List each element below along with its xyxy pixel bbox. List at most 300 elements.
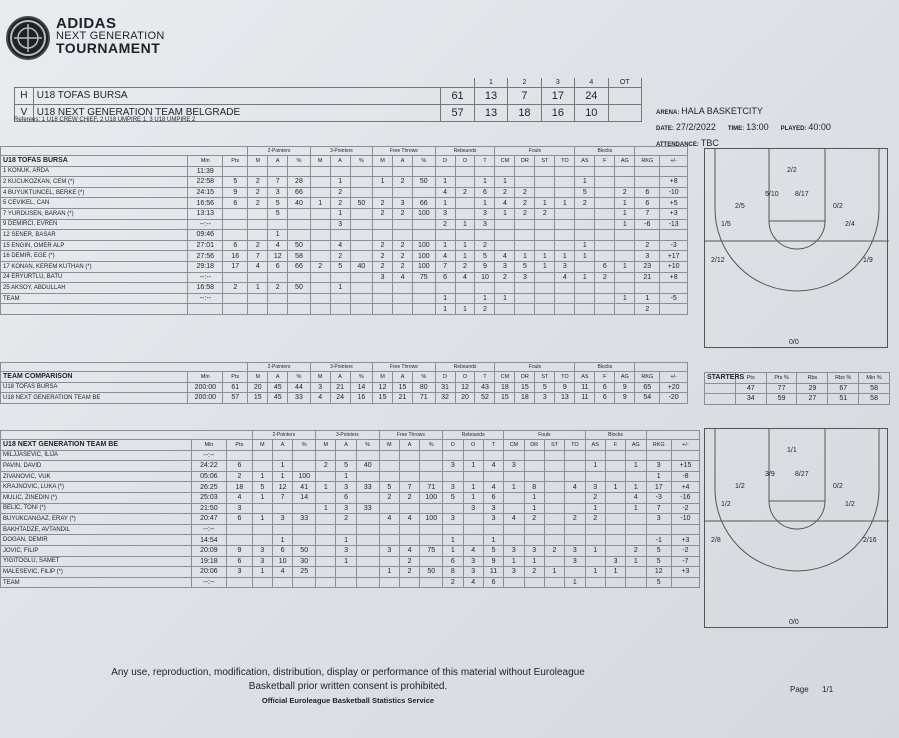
stat-cell: 12 xyxy=(272,482,292,493)
stat-cell xyxy=(373,187,393,198)
referees: Referees: 1 U18 CREW CHIEF, 2 U18 UMPIRE 1, 3 U18 UMPIRE 2 xyxy=(14,117,196,123)
stat-cell xyxy=(420,503,443,514)
stat-cell xyxy=(535,187,555,198)
stat-cell: 2 xyxy=(544,545,564,556)
stat-cell xyxy=(420,461,443,472)
stat-cell: 34 xyxy=(735,394,766,405)
column-group-label: Free Throws xyxy=(379,431,443,440)
player-row xyxy=(1,461,700,472)
stat-cell: 21 xyxy=(635,272,660,283)
stat-cell xyxy=(565,524,585,535)
stat-cell: -1 xyxy=(646,535,671,546)
player-row xyxy=(1,503,700,514)
date-value: 27/2/2022 xyxy=(675,122,716,132)
stat-cell: 1 xyxy=(336,535,356,546)
column-header: M xyxy=(373,372,393,383)
stat-cell xyxy=(356,556,379,567)
stat-cell xyxy=(420,450,443,461)
court-line xyxy=(715,149,879,291)
stat-cell xyxy=(443,450,463,461)
stat-cell xyxy=(310,304,330,315)
stat-cell: 1 xyxy=(495,177,515,188)
stat-cell xyxy=(373,166,393,177)
group-spacer xyxy=(635,363,688,372)
stat-cell: --:-- xyxy=(191,524,227,535)
stat-cell: 1 xyxy=(646,471,671,482)
column-header: M xyxy=(310,372,330,383)
stat-cell: 24:15 xyxy=(188,187,223,198)
stat-cell xyxy=(413,293,436,304)
stat-cell xyxy=(646,450,671,461)
stat-cell: 2 xyxy=(585,492,605,503)
shot-zone-value: 0/2 xyxy=(833,203,843,210)
stat-cell: 100 xyxy=(413,208,436,219)
stat-cell: 100 xyxy=(413,261,436,272)
stat-cell: 5 xyxy=(268,198,288,209)
player-row xyxy=(1,251,688,262)
stat-cell xyxy=(535,166,555,177)
away-q3: 16 xyxy=(541,104,574,121)
group-spacer xyxy=(635,147,688,156)
stat-cell: 2 xyxy=(435,219,455,230)
player-name: PAVIN, DAVID xyxy=(1,461,192,472)
stat-cell: 3 xyxy=(504,461,524,472)
stat-cell xyxy=(293,577,316,588)
stat-cell xyxy=(227,535,252,546)
stat-cell: 9 xyxy=(223,187,248,198)
column-header: O xyxy=(455,156,475,167)
stat-cell xyxy=(420,535,443,546)
stat-cell xyxy=(605,524,625,535)
stat-cell xyxy=(524,577,544,588)
player-name: ZIVANOVIC, VUK xyxy=(1,471,192,482)
stat-cell: 2 xyxy=(227,471,252,482)
stat-cell xyxy=(379,503,399,514)
stat-cell xyxy=(252,503,272,514)
stat-cell xyxy=(575,230,595,241)
stat-cell: 2 xyxy=(393,240,413,251)
stat-cell xyxy=(535,230,555,241)
stat-cell: +10 xyxy=(660,261,688,272)
stat-cell: 3 xyxy=(336,482,356,493)
stat-cell xyxy=(626,535,646,546)
stat-cell: 2 xyxy=(373,208,393,219)
player-row xyxy=(1,471,700,482)
stat-cell xyxy=(635,177,660,188)
stat-cell: 2 xyxy=(248,198,268,209)
stat-cell: 100 xyxy=(413,251,436,262)
stat-cell: 2 xyxy=(455,187,475,198)
stat-cell xyxy=(379,524,399,535)
stat-cell: 4 xyxy=(227,492,252,503)
stat-cell: 3 xyxy=(336,545,356,556)
stat-cell xyxy=(356,524,379,535)
stat-cell: 4 xyxy=(399,545,419,556)
shot-zone-value: 1/2 xyxy=(845,501,855,508)
stat-cell: 6 xyxy=(268,261,288,272)
stat-cell: 27:01 xyxy=(188,240,223,251)
stat-cell: 2 xyxy=(475,240,495,251)
stat-cell: 1 xyxy=(575,272,595,283)
stat-cell: 5 xyxy=(336,461,356,472)
stat-cell xyxy=(575,208,595,219)
stat-cell xyxy=(316,567,336,578)
stat-cell: 2 xyxy=(595,272,615,283)
stat-cell: 9 xyxy=(483,556,503,567)
stat-cell: +3 xyxy=(671,567,699,578)
stat-cell: 4 xyxy=(483,461,503,472)
stat-cell xyxy=(515,283,535,294)
stat-cell: 33 xyxy=(356,482,379,493)
stat-cell xyxy=(504,577,524,588)
column-header: ST xyxy=(535,156,555,167)
stat-cell: 3 xyxy=(483,514,503,525)
stat-cell xyxy=(605,471,625,482)
stat-cell xyxy=(288,304,310,315)
stat-cell: 2 xyxy=(515,198,535,209)
played-label: PLAYED: xyxy=(780,126,807,132)
stat-cell xyxy=(443,524,463,535)
stat-cell: 52 xyxy=(475,393,495,404)
player-row xyxy=(1,304,688,315)
stat-cell xyxy=(615,283,635,294)
column-header: M xyxy=(252,440,272,451)
stat-cell xyxy=(463,450,483,461)
stat-cell: 14 xyxy=(350,382,372,393)
stat-cell: 7 xyxy=(268,177,288,188)
stat-cell xyxy=(373,230,393,241)
stat-cell: 2 xyxy=(635,304,660,315)
stat-cell: --:-- xyxy=(191,577,227,588)
stat-cell: 1 xyxy=(515,251,535,262)
column-header: % xyxy=(350,372,372,383)
footer-line-1: Any use, reproduction, modification, distribution, display or performance of this material without Euroleague xyxy=(111,667,585,678)
stat-cell: 4 xyxy=(248,261,268,272)
stat-cell xyxy=(420,471,443,482)
stat-cell xyxy=(605,535,625,546)
stat-cell xyxy=(379,577,399,588)
starters-row xyxy=(705,394,890,405)
column-group-label: 3-Pointers xyxy=(316,431,380,440)
stat-cell: 75 xyxy=(413,272,436,283)
stat-cell xyxy=(356,577,379,588)
stat-cell: 1 xyxy=(575,251,595,262)
stat-cell: 1 xyxy=(475,198,495,209)
stat-cell: 3 xyxy=(535,393,555,404)
stat-cell: 2 xyxy=(565,514,585,525)
stat-cell xyxy=(524,461,544,472)
stat-cell: 4 xyxy=(399,514,419,525)
stat-cell: 6 xyxy=(223,240,248,251)
stat-cell: 2 xyxy=(575,198,595,209)
stat-cell: 1 xyxy=(565,577,585,588)
stat-cell: 1 xyxy=(615,208,635,219)
stat-cell: 6 xyxy=(227,514,252,525)
stat-cell: 50 xyxy=(288,240,310,251)
stat-cell xyxy=(575,304,595,315)
column-group-label: 2-Pointers xyxy=(248,363,310,372)
stat-cell: 66 xyxy=(288,261,310,272)
stat-cell: 8 xyxy=(524,482,544,493)
player-name: TEAM xyxy=(1,293,188,304)
stat-cell xyxy=(350,240,372,251)
stat-cell: 1 xyxy=(475,177,495,188)
stat-cell: 7 xyxy=(272,492,292,503)
stat-cell: 2 xyxy=(475,304,495,315)
stat-cell: 1 xyxy=(535,261,555,272)
column-group-label: Blocks xyxy=(585,431,646,440)
stat-cell xyxy=(595,208,615,219)
stat-cell: 14:54 xyxy=(191,535,227,546)
player-row xyxy=(1,393,688,404)
stat-cell: 33 xyxy=(288,393,310,404)
quarter-label: 2 xyxy=(508,78,541,87)
stat-cell: 5 xyxy=(223,177,248,188)
stat-cell xyxy=(350,293,372,304)
stat-cell: 1 xyxy=(475,293,495,304)
stat-cell xyxy=(544,503,564,514)
stat-cell: 4 xyxy=(495,198,515,209)
stat-cell xyxy=(223,166,248,177)
stat-cell xyxy=(463,535,483,546)
stat-cell: 4 xyxy=(310,393,330,404)
home-shot-chart xyxy=(704,148,888,348)
player-row xyxy=(1,482,700,493)
stat-cell xyxy=(350,187,372,198)
stat-cell xyxy=(671,524,699,535)
stat-cell: 100 xyxy=(420,514,443,525)
stat-cell xyxy=(443,503,463,514)
column-header: Min xyxy=(191,440,227,451)
stat-cell: 75 xyxy=(420,545,443,556)
player-name xyxy=(1,304,188,315)
stat-cell: 3 xyxy=(272,514,292,525)
stat-cell: 4 xyxy=(330,240,350,251)
column-header: Pts xyxy=(223,156,248,167)
stat-cell: 1 xyxy=(626,503,646,514)
away-total: 57 xyxy=(441,104,474,121)
stat-cell: 21 xyxy=(330,382,350,393)
stat-cell xyxy=(504,503,524,514)
stat-cell xyxy=(555,219,575,230)
stat-cell: -3 xyxy=(646,492,671,503)
stat-cell xyxy=(504,524,524,535)
stat-cell: 7 xyxy=(399,482,419,493)
stat-cell xyxy=(413,166,436,177)
column-header: M xyxy=(379,440,399,451)
stat-cell xyxy=(223,293,248,304)
stat-cell xyxy=(248,230,268,241)
stat-cell xyxy=(455,208,475,219)
stat-cell: 3 xyxy=(605,556,625,567)
stat-cell xyxy=(483,450,503,461)
stat-cell xyxy=(660,166,688,177)
stat-cell: 66 xyxy=(288,187,310,198)
stat-cell xyxy=(535,219,555,230)
column-header: CM xyxy=(495,372,515,383)
stat-cell xyxy=(535,272,555,283)
stat-cell: 2 xyxy=(515,208,535,219)
stat-cell: 15 xyxy=(373,393,393,404)
stat-cell: 33 xyxy=(356,503,379,514)
stat-cell: 50 xyxy=(350,198,372,209)
stat-cell: 11:39 xyxy=(188,166,223,177)
stat-cell: 5 xyxy=(515,261,535,272)
stat-cell: 1 xyxy=(524,556,544,567)
stat-cell: +15 xyxy=(671,461,699,472)
stat-cell xyxy=(595,240,615,251)
stat-cell: 1 xyxy=(615,293,635,304)
stat-cell xyxy=(393,187,413,198)
stat-cell: 1 xyxy=(504,556,524,567)
stat-cell xyxy=(595,251,615,262)
column-header: A xyxy=(268,372,288,383)
stat-cell xyxy=(330,166,350,177)
stat-cell: 1 xyxy=(443,545,463,556)
stat-cell xyxy=(575,283,595,294)
player-row xyxy=(1,166,688,177)
stat-cell: 20:09 xyxy=(191,545,227,556)
stat-cell: --:-- xyxy=(188,272,223,283)
stat-cell: 58 xyxy=(859,383,890,394)
away-q4: 10 xyxy=(575,104,608,121)
stat-cell: 40 xyxy=(350,261,372,272)
stat-cell xyxy=(330,304,350,315)
column-group-label: Blocks xyxy=(575,363,635,372)
court-line xyxy=(769,221,825,249)
stat-cell: 5 xyxy=(646,545,671,556)
stat-cell: 2 xyxy=(524,514,544,525)
stat-cell: 12 xyxy=(646,567,671,578)
stat-cell: 3 xyxy=(565,556,585,567)
group-spacer xyxy=(646,431,699,440)
stat-cell xyxy=(399,471,419,482)
stat-cell: 3 xyxy=(310,382,330,393)
stat-cell: 12 xyxy=(373,382,393,393)
stat-cell xyxy=(310,240,330,251)
stat-cell xyxy=(272,450,292,461)
stat-cell xyxy=(544,492,564,503)
stat-cell xyxy=(399,503,419,514)
stat-cell xyxy=(252,450,272,461)
stat-cell xyxy=(555,293,575,304)
stat-cell xyxy=(227,577,252,588)
stat-cell xyxy=(524,471,544,482)
stat-cell xyxy=(495,166,515,177)
stat-cell: 4 xyxy=(435,187,455,198)
stat-cell xyxy=(373,304,393,315)
stat-cell: 1 xyxy=(443,535,463,546)
stat-cell: 6 xyxy=(435,272,455,283)
stat-cell: 3 xyxy=(252,556,272,567)
stat-cell: 20 xyxy=(455,393,475,404)
stat-cell: 29:18 xyxy=(188,261,223,272)
column-header: CM xyxy=(495,156,515,167)
column-header: DR xyxy=(515,156,535,167)
shot-zone-value: 2/4 xyxy=(845,221,855,228)
stat-cell: 2 xyxy=(373,198,393,209)
stat-cell xyxy=(350,230,372,241)
column-header: % xyxy=(288,156,310,167)
stat-cell: 5 xyxy=(443,492,463,503)
stat-cell: 1 xyxy=(330,177,350,188)
stat-cell xyxy=(393,304,413,315)
stat-cell: 1 xyxy=(555,251,575,262)
column-header: +/- xyxy=(660,156,688,167)
stat-cell xyxy=(555,177,575,188)
stat-cell xyxy=(455,283,475,294)
stat-cell xyxy=(635,166,660,177)
stat-cell: 28 xyxy=(288,177,310,188)
column-header: % xyxy=(413,372,436,383)
brand-line-3: TOURNAMENT xyxy=(56,40,161,56)
stat-cell: 6 xyxy=(635,198,660,209)
stat-cell: 7 xyxy=(248,251,268,262)
column-group-label: Fouls xyxy=(495,147,575,156)
player-name: 9 DEMIRCI, EVREN xyxy=(1,219,188,230)
stat-cell xyxy=(413,187,436,198)
stat-cell: 1 xyxy=(272,471,292,482)
stat-cell xyxy=(504,492,524,503)
column-header: A xyxy=(272,440,292,451)
stat-cell xyxy=(660,283,688,294)
player-name: BELIC, TONI (*) xyxy=(1,503,192,514)
player-row xyxy=(1,293,688,304)
stat-cell xyxy=(671,450,699,461)
stat-cell: 3 xyxy=(252,545,272,556)
stat-cell xyxy=(535,283,555,294)
column-header: A xyxy=(330,156,350,167)
date-label: DATE: xyxy=(656,126,674,132)
group-spacer xyxy=(1,147,248,156)
stat-cell: 6 xyxy=(475,187,495,198)
shot-zone-value: 1/5 xyxy=(721,221,731,228)
stat-cell xyxy=(660,304,688,315)
stat-cell xyxy=(455,230,475,241)
stat-cell: 3 xyxy=(443,461,463,472)
starters-table xyxy=(704,372,890,405)
stat-cell: +3 xyxy=(660,208,688,219)
group-spacer xyxy=(1,431,253,440)
stat-cell xyxy=(660,230,688,241)
stat-cell: 3 xyxy=(646,514,671,525)
court-line xyxy=(769,429,825,501)
stat-cell xyxy=(288,272,310,283)
column-header: D xyxy=(443,440,463,451)
away-q2: 18 xyxy=(508,104,541,121)
stat-cell: 6 xyxy=(272,545,292,556)
stat-cell xyxy=(316,577,336,588)
stat-cell xyxy=(413,283,436,294)
stat-cell: 200:00 xyxy=(188,393,223,404)
stat-cell: 2 xyxy=(248,177,268,188)
column-header: Min % xyxy=(859,373,890,384)
stat-cell: 3 xyxy=(443,514,463,525)
stat-cell: 3 xyxy=(330,219,350,230)
stat-cell xyxy=(413,304,436,315)
stat-cell xyxy=(605,461,625,472)
stat-cell: 3 xyxy=(463,556,483,567)
home-q3: 17 xyxy=(541,87,574,104)
stat-cell: 1 xyxy=(524,503,544,514)
stat-cell: 11 xyxy=(575,393,595,404)
stat-cell: 3 xyxy=(515,272,535,283)
stat-cell xyxy=(399,524,419,535)
stat-cell: +3 xyxy=(671,535,699,546)
stat-cell: 9 xyxy=(615,393,635,404)
home-ot xyxy=(608,87,641,104)
stat-cell xyxy=(350,272,372,283)
